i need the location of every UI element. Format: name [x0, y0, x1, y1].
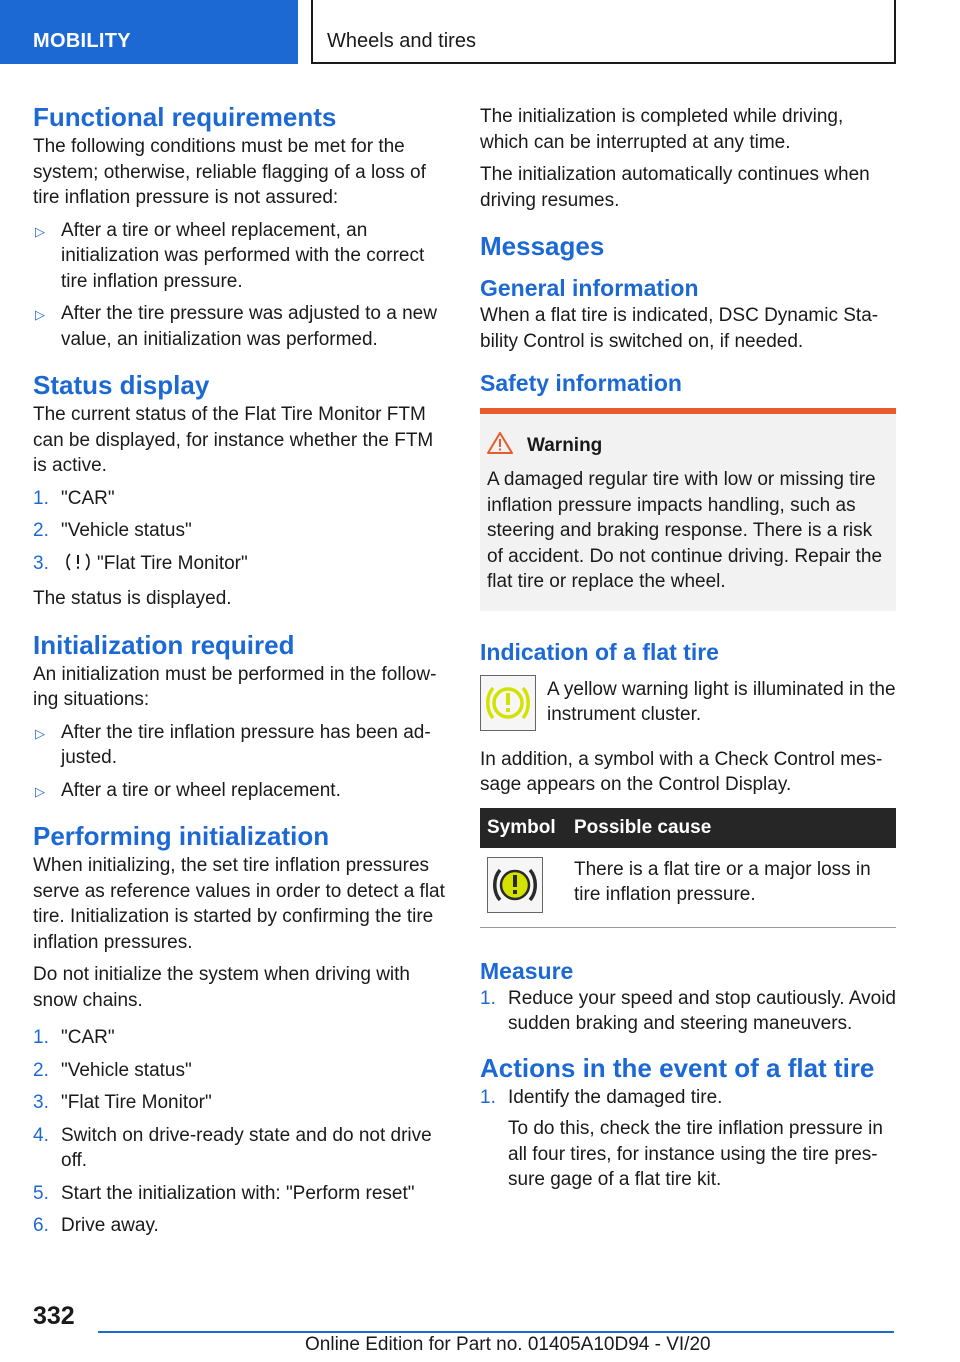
step-text: "CAR": [61, 487, 115, 509]
actions-steps: [480, 1085, 896, 1193]
cause-cell: There is a flat tire or a major loss in tire inflation pressure.: [574, 848, 896, 928]
right-column: [480, 104, 896, 1200]
initreq-list: [33, 720, 445, 804]
triangle-right-icon: ▷: [35, 725, 45, 741]
warning-text: A damaged regular tire with low or missing tire inflation pressure impacts handling, such as steering and braking response. There is a risk of accident. Do not continue driving. Repair the flat tire or replace the wheel.: [487, 469, 883, 592]
warning-title: Warning: [527, 434, 603, 456]
list-item: [33, 301, 445, 352]
heading-general-information: General information: [480, 275, 699, 301]
list-item-text: After a tire or wheel replacement.: [61, 779, 341, 801]
perform-paragraph-2: Do not initialize the system when driving with snow chains.: [33, 964, 411, 1011]
triangle-right-icon: ▷: [35, 223, 45, 239]
warning-triangle-icon: [487, 432, 513, 459]
addition-text: In addition, a symbol with a Check Control message appears on the Control Display.: [480, 748, 883, 795]
list-item: [33, 1025, 445, 1051]
list-item: [33, 1090, 445, 1116]
warning-header: [487, 432, 888, 459]
heading-functional-requirements: Functional requirements: [33, 102, 337, 132]
init-completed-text: The initialization is completed while driving, which can be interrupted at any time.: [480, 106, 844, 153]
list-item: [33, 551, 445, 580]
heading-measure: Measure: [480, 957, 574, 984]
step-number: 1.: [33, 1027, 49, 1048]
list-item: [33, 486, 445, 512]
column-header-symbol: Symbol: [480, 808, 574, 848]
tire-pressure-warning-icon: [487, 857, 543, 913]
list-item: [33, 1181, 445, 1207]
header-section-tab: [0, 0, 298, 64]
list-item: [33, 1213, 445, 1239]
step-number: 6.: [33, 1215, 49, 1236]
list-item: [33, 1058, 445, 1084]
step-number: 1.: [33, 487, 49, 509]
list-item: [33, 1123, 445, 1174]
table-header-row: [480, 808, 896, 848]
header-chapter-box: [311, 0, 896, 64]
footer-edition: Online Edition for Part no. 01405A10D94 - VI/20: [305, 1334, 711, 1355]
triangle-right-icon: ▷: [35, 307, 45, 322]
list-item: [480, 986, 896, 1037]
heading-actions-flat-tire: Actions in the event of a flat tire: [480, 1052, 875, 1083]
heading-safety-information: Safety information: [480, 370, 682, 396]
indication-text: A yellow warning light is illuminated in the instrument cluster.: [547, 678, 896, 725]
list-item: [33, 778, 445, 804]
step-number: 2.: [33, 520, 49, 541]
step-text: Switch on drive-ready state and do not drive off.: [61, 1124, 432, 1171]
step-text: Reduce your speed and stop cautiously. Avoid sudden braking and steering maneuvers.: [508, 987, 896, 1034]
functional-list: [33, 218, 445, 353]
column-header-cause: Possible cause: [574, 808, 896, 848]
perform-paragraph-1: When initializing, the set tire inflation pressures serve as reference values in order to detect a flat tire. Initialization is started by confirming the tire inflation pressures.: [33, 855, 445, 953]
step-text: Drive away.: [61, 1215, 159, 1236]
step-number: 4.: [33, 1124, 49, 1146]
step-text: "Vehicle status": [61, 520, 192, 541]
step-number: 3.: [33, 552, 49, 574]
heading-status-display: Status display: [33, 370, 210, 400]
step-subtext: To do this, check the tire inflation pressure in all four tires, for instance using the tire pressure gage of a flat tire kit.: [508, 1118, 883, 1190]
heading-indication-flat-tire: Indication of a flat tire: [480, 638, 719, 665]
list-item: [33, 518, 445, 544]
symbol-cell: [480, 848, 574, 928]
list-item: [480, 1085, 896, 1193]
functional-intro: The following conditions must be met for the system; otherwise, reliable flagging of a loss of tire inflation pressure is not assured:: [33, 136, 426, 208]
heading-performing-initialization: Performing initialization: [33, 821, 330, 851]
heading-messages: Messages: [480, 231, 605, 261]
status-outro: The status is displayed.: [33, 588, 232, 609]
step-text: Start the initialization with: "Perform reset": [61, 1182, 415, 1204]
list-item: [33, 720, 445, 771]
step-text: Identify the damaged tire.: [508, 1086, 723, 1108]
list-item: [33, 218, 445, 295]
header-chapter-label: Wheels and tires: [327, 30, 476, 52]
init-continues-text: The initialization automatically continues when driving resumes.: [480, 164, 870, 211]
list-item-text: After a tire or wheel replacement, an initialization was performed with the correct tire inflation pressure.: [61, 219, 425, 292]
step-number: 1.: [480, 987, 496, 1009]
step-number: 3.: [33, 1092, 49, 1113]
general-information-text: When a flat tire is indicated, DSC Dynamic Stability Control is switched on, if needed.: [480, 305, 879, 352]
step-text: "Flat Tire Monitor": [97, 552, 248, 574]
status-intro: The current status of the Flat Tire Monitor FTM can be displayed, for instance whether the FTM is active.: [33, 404, 434, 476]
tire-pressure-warning-icon: [65, 552, 91, 580]
symbol-table: [480, 808, 896, 928]
step-number: 1.: [480, 1086, 496, 1108]
page-number: 332: [33, 1302, 75, 1330]
header-section-label: MOBILITY: [33, 30, 131, 52]
list-item-text: After the tire inflation pressure has been adjusted.: [61, 721, 431, 768]
tire-pressure-warning-icon: [480, 675, 536, 731]
step-number: 5.: [33, 1182, 49, 1204]
step-text: "Vehicle status": [61, 1059, 192, 1081]
list-item-text: After the tire pressure was adjusted to a new value, an initialization was performed.: [61, 303, 437, 350]
step-number: 2.: [33, 1059, 49, 1081]
table-row: [480, 848, 896, 928]
left-column: [33, 100, 445, 1246]
indication-row: [480, 675, 896, 735]
step-text: "CAR": [61, 1027, 115, 1048]
status-steps: [33, 486, 445, 580]
heading-initialization-required: Initialization required: [33, 629, 295, 660]
footer-rule: [98, 1331, 894, 1333]
perform-steps: [33, 1025, 445, 1239]
initreq-intro: An initialization must be performed in the following situations:: [33, 663, 437, 710]
triangle-right-icon: ▷: [35, 783, 45, 799]
measure-steps: [480, 986, 896, 1037]
step-text: "Flat Tire Monitor": [61, 1092, 212, 1113]
warning-box: [480, 408, 896, 611]
